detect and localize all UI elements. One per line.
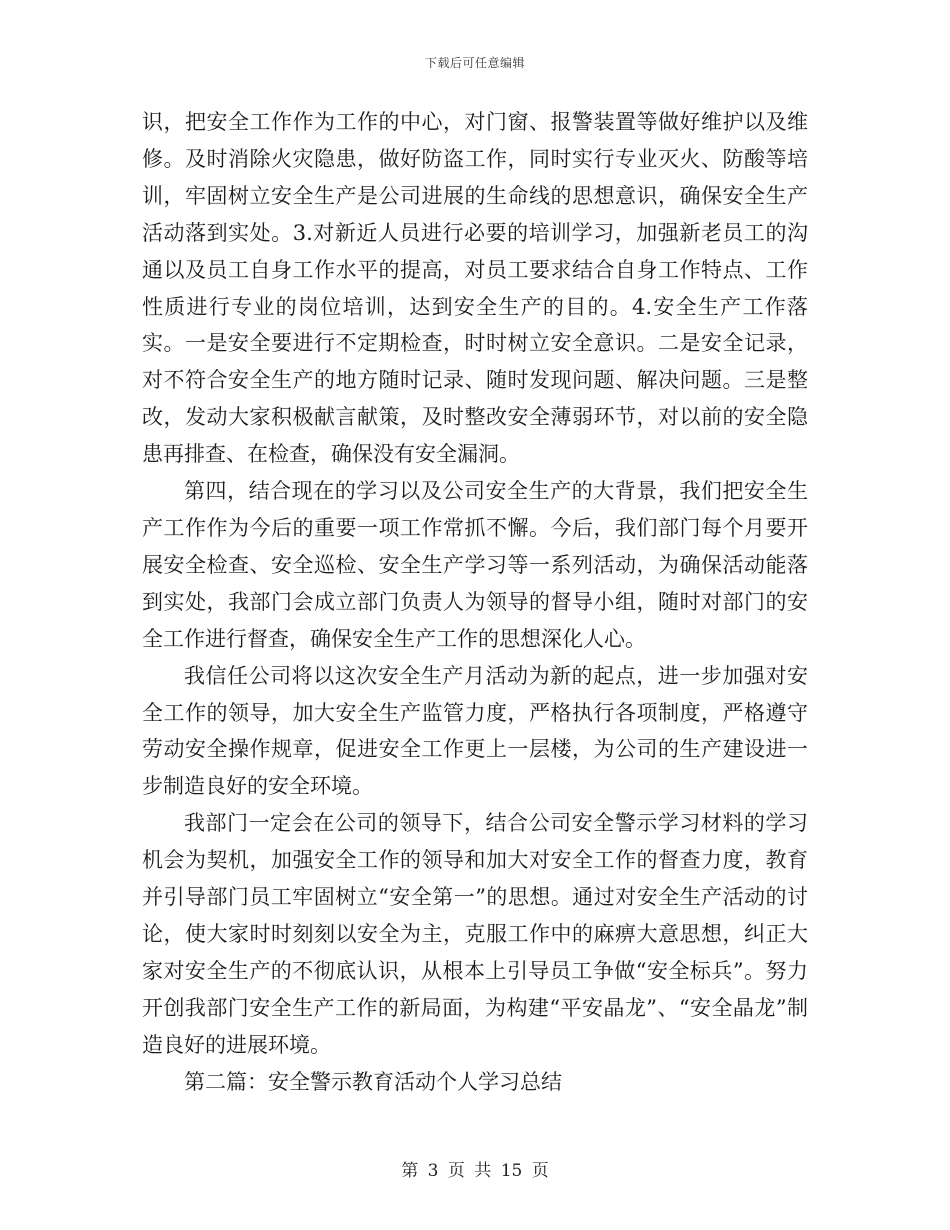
paragraph-fourth-point: 第四，结合现在的学习以及公司安全生产的大背景，我们把安全生产工作作为今后的重要一项工作常抓不懈。今后，我们部门每个月要开展安全检查、安全巡检、安全生产学习等一系列活动，为确保活动能落到实处，我部门会成立部门负责人为领导的督导小组，随时对部门的安全工作进行督查，确保安全生产工作的思想深化人心。 (142, 479, 808, 651)
paragraph-continued: 识，把安全工作作为工作的中心，对门窗、报警装置等做好维护以及维修。及时消除火灾隐患，做好防盗工作，同时实行专业灭火、防酸等培训，牢固树立安全生产是公司进展的生命线的思想意识，确保安全生产活动落到实处。3.对新近人员进行必要的培训学习，加强新老员工的沟通以及员工自身工作水平的提高，对员工要求结合自身工作特点、工作性质进行专业的岗位培训，达到安全生产的目的。4.安全生产工作落实。一是安全要进行不定期检查，时时树立安全意识。二是安全记录，对不符合安全生产的地方随时记录、随时发现问题、解决问题。三是整改，发动大家积极献言献策，及时整改安全薄弱环节，对以前的安全隐患再排查、在检查，确保没有安全漏洞。 (142, 110, 808, 467)
paragraph-department-commitment: 我部门一定会在公司的领导下，结合公司安全警示学习材料的学习机会为契机，加强安全工作的领导和加大对安全工作的督查力度，教育并引导部门员工牢固树立“安全第一”的思想。通过对安全生产活动的讨论，使大家时时刻刻以安全为主，克服工作中的麻痹大意思想，纠正大家对安全生产的不彻底认识，从根本上引导员工争做“安全标兵”。努力开创我部门安全生产工作的新局面，为构建“平安晶龙”、“安全晶龙”制造良好的进展环境。 (142, 811, 808, 1057)
page-number: 第 3 页 共 15 页 (401, 1161, 549, 1181)
paragraph-trust-company: 我信任公司将以这次安全生产月活动为新的起点，进一步加强对安全工作的领导，加大安全生产监管力度，严格执行各项制度，严格遵守劳动安全操作规章，促进安全工作更上一层楼，为公司的生产建设进一步制造良好的安全环境。 (142, 663, 808, 799)
section-heading-second-article: 第二篇：安全警示教育活动个人学习总结 (184, 1069, 562, 1094)
header-note: 下载后可任意编辑 (424, 56, 525, 70)
body-text (142, 104, 808, 1100)
